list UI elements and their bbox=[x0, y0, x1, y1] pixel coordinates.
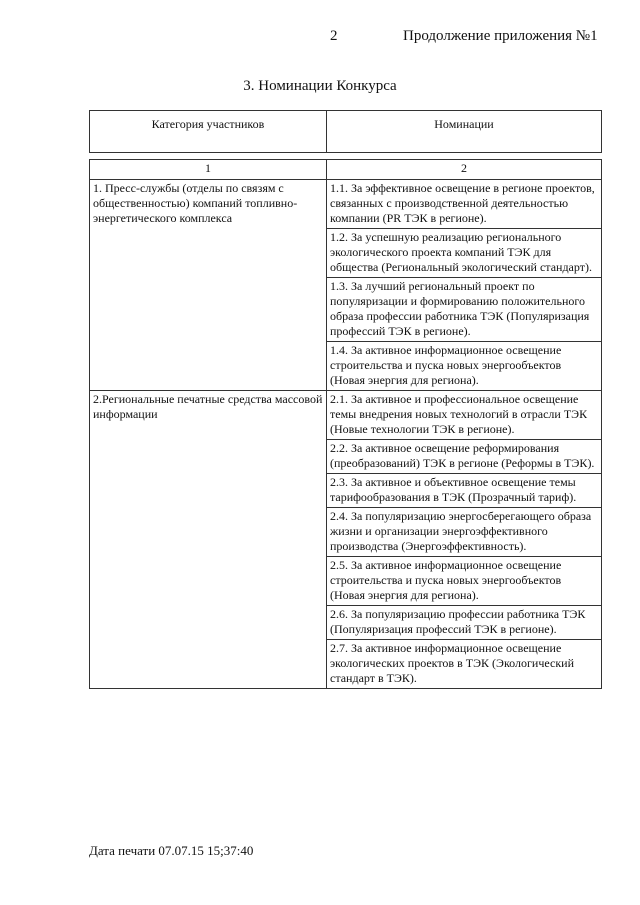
nomination-cell: 2.7. За активное информационное освещение экологических проектов в ТЭК (Экологический стандарт в ТЭК). bbox=[327, 640, 602, 689]
table-row bbox=[90, 391, 602, 440]
table-row bbox=[90, 180, 602, 229]
nomination-cell: 2.6. За популяризацию профессии работника ТЭК (Популяризация профессий ТЭК в регионе). bbox=[327, 606, 602, 640]
page-number: 2 bbox=[330, 28, 338, 44]
nomination-cell: 2.3. За активное и объективное освещение темы тарифообразования в ТЭК (Прозрачный тариф). bbox=[327, 474, 602, 508]
section-title: 3. Номинации Конкурса bbox=[243, 78, 397, 94]
category-cell-press-services: 1. Пресс-службы (отделы по связям с общественностью) компаний топливно-энергетического комплекса bbox=[90, 180, 327, 391]
nomination-cell: 1.3. За лучший региональный проект по популяризации и формированию положительного образа профессии работника ТЭК (Популяризация профессий ТЭК в регионе). bbox=[327, 278, 602, 342]
column-header-nominations: Номинации bbox=[327, 111, 602, 153]
nomination-cell: 2.2. За активное освещение реформирования (преобразований) ТЭК в регионе (Реформы в ТЭК). bbox=[327, 440, 602, 474]
nomination-cell: 1.4. За активное информационное освещение строительства и пуска новых энергообъектов (Новая энергия для региона). bbox=[327, 342, 602, 391]
column-number-2: 2 bbox=[327, 160, 602, 180]
nomination-cell: 2.4. За популяризацию энергосберегающего образа жизни и организации энергоэффективного производства (Энергоэффективность). bbox=[327, 508, 602, 557]
nomination-cell: 2.1. За активное и профессиональное освещение темы внедрения новых технологий в отрасли ТЭК (Новые технологии ТЭК в регионе). bbox=[327, 391, 602, 440]
table-header-row bbox=[90, 111, 602, 153]
table-spacer-row bbox=[90, 153, 602, 160]
column-number-1: 1 bbox=[90, 160, 327, 180]
print-date: Дата печати 07.07.15 15;37:40 bbox=[89, 843, 254, 858]
nominations-table bbox=[89, 110, 602, 689]
category-cell-print-media: 2.Региональные печатные средства массовой информации bbox=[90, 391, 327, 689]
column-header-category: Категория участников bbox=[90, 111, 327, 153]
nomination-cell: 1.1. За эффективное освещение в регионе проектов, связанных с производственной деятельностью компании (PR ТЭК в регионе). bbox=[327, 180, 602, 229]
column-number-row bbox=[90, 160, 602, 180]
continuation-note: Продолжение приложения №1 bbox=[403, 28, 598, 44]
nomination-cell: 1.2. За успешную реализацию регионального экологического проекта компаний ТЭК для общества (Региональный экологический стандарт). bbox=[327, 229, 602, 278]
nomination-cell: 2.5. За активное информационное освещение строительства и пуска новых энергообъектов (Новая энергия для региона). bbox=[327, 557, 602, 606]
